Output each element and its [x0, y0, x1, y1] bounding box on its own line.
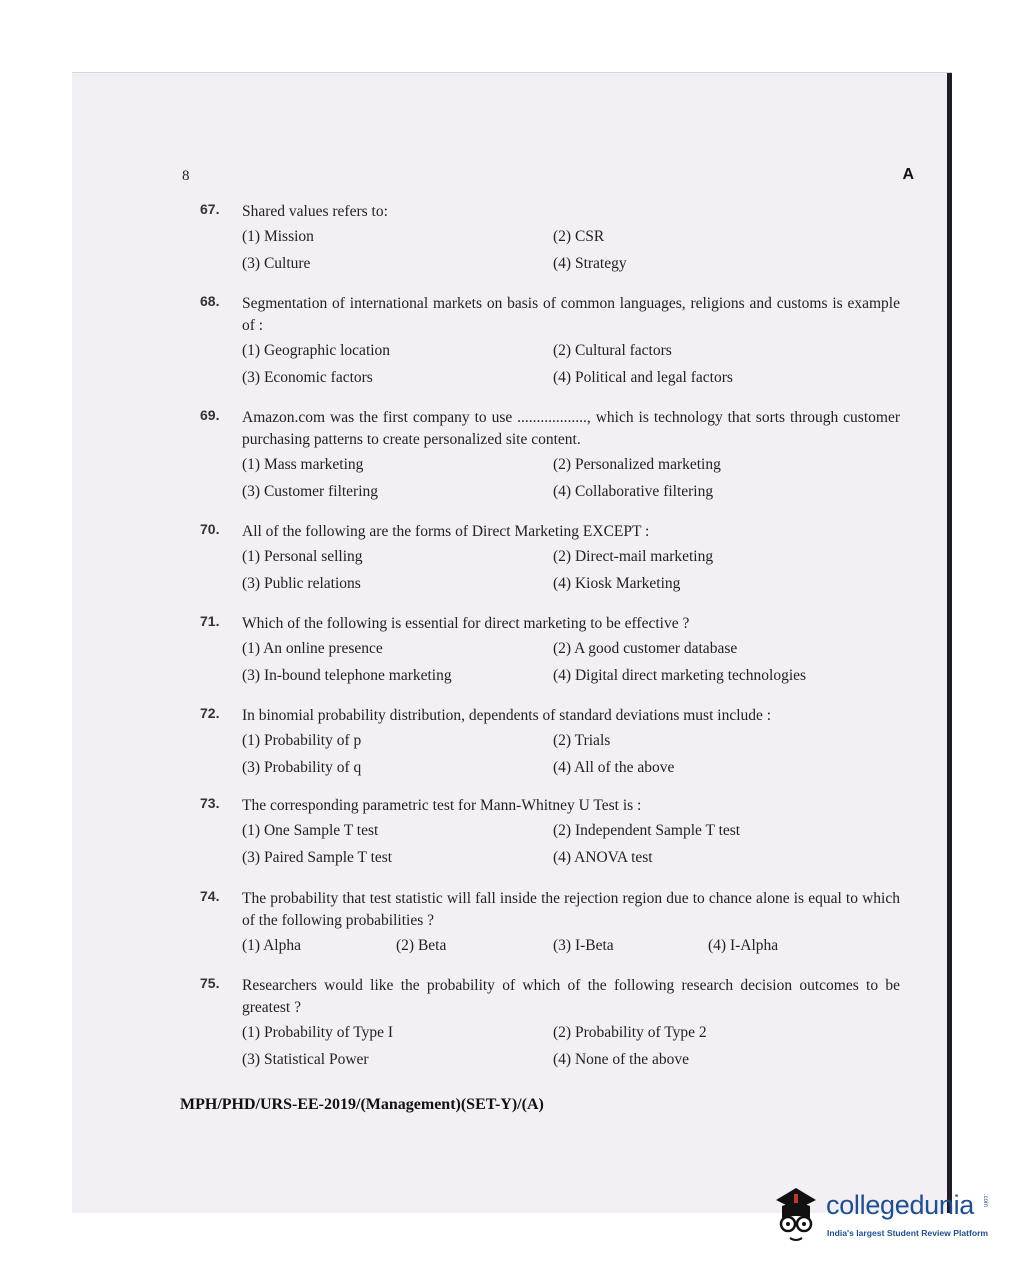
option-1: (1) Geographic location — [242, 342, 391, 359]
question-text: Shared values refers to: — [242, 203, 388, 220]
option-2: (2) Beta — [396, 937, 447, 954]
option-1: (1) Probability of Type I — [242, 1024, 394, 1041]
page-number: 8 — [182, 168, 190, 184]
options — [242, 455, 900, 509]
question-72 — [200, 705, 900, 785]
question-number: 69. — [200, 407, 220, 423]
question-71 — [200, 613, 900, 693]
option-2: (2) CSR — [553, 228, 605, 245]
question-number: 67. — [200, 201, 220, 217]
option-4: (4) Strategy — [553, 255, 627, 272]
question-73 — [200, 795, 900, 875]
option-2: (2) Direct-mail marketing — [553, 548, 714, 565]
option-4: (4) None of the above — [553, 1051, 690, 1068]
question-75 — [200, 975, 900, 1077]
question-text: Segmentation of international markets on basis of common languages, religions and customs is example of : — [242, 295, 900, 334]
option-1: (1) Probability of p — [242, 732, 362, 749]
option-3: (3) Statistical Power — [242, 1051, 369, 1068]
logo-suffix: .com — [982, 1194, 988, 1208]
question-text: The probability that test statistic will fall inside the rejection region due to chance alone is equal to which of the following probabilities ? — [242, 890, 900, 929]
options — [242, 547, 900, 601]
question-69 — [200, 407, 900, 509]
option-2: (2) Trials — [553, 732, 611, 749]
question-74 — [200, 888, 900, 960]
question-text: The corresponding parametric test for Mann-Whitney U Test is : — [242, 797, 642, 814]
option-4: (4) I-Alpha — [708, 937, 779, 954]
question-text: Which of the following is essential for direct marketing to be effective ? — [242, 615, 690, 632]
option-1: (1) Mission — [242, 228, 314, 245]
option-3: (3) Paired Sample T test — [242, 849, 393, 866]
option-4: (4) Collaborative filtering — [553, 483, 714, 500]
set-letter: A — [902, 166, 914, 183]
options — [242, 1023, 900, 1077]
option-3: (3) Culture — [242, 255, 311, 272]
option-2: (2) Probability of Type 2 — [553, 1024, 707, 1041]
option-1: (1) Mass marketing — [242, 456, 364, 473]
option-2: (2) Personalized marketing — [553, 456, 721, 473]
option-4: (4) Political and legal factors — [553, 369, 733, 386]
paper-code-footer: MPH/PHD/URS-EE-2019/(Management)(SET-Y)/(A) — [180, 1096, 544, 1113]
student-mascot-icon — [768, 1180, 824, 1250]
option-3: (3) Probability of q — [242, 759, 362, 776]
option-2: (2) A good customer database — [553, 640, 738, 657]
scan-edge — [947, 73, 952, 1213]
option-4: (4) Kiosk Marketing — [553, 575, 681, 592]
option-3: (3) Economic factors — [242, 369, 373, 386]
question-text: Researchers would like the probability of which of the following research decision outcomes to be greatest ? — [242, 977, 900, 1016]
question-70 — [200, 521, 900, 601]
options — [242, 227, 900, 281]
question-number: 73. — [200, 795, 220, 811]
options — [242, 936, 900, 960]
question-number: 72. — [200, 705, 220, 721]
option-3: (3) Customer filtering — [242, 483, 379, 500]
option-4: (4) ANOVA test — [553, 849, 653, 866]
option-3: (3) I-Beta — [553, 937, 614, 954]
option-4: (4) Digital direct marketing technologies — [553, 667, 807, 684]
question-number: 70. — [200, 521, 220, 537]
options — [242, 341, 900, 395]
options — [242, 821, 900, 875]
options — [242, 639, 900, 693]
option-4: (4) All of the above — [553, 759, 675, 776]
question-number: 74. — [200, 888, 220, 904]
options — [242, 731, 900, 785]
question-number: 68. — [200, 293, 220, 309]
option-1: (1) Alpha — [242, 937, 301, 954]
option-3: (3) Public relations — [242, 575, 361, 592]
question-number: 71. — [200, 613, 220, 629]
logo-tagline: India's largest Student Review Platform — [827, 1228, 989, 1238]
option-1: (1) An online presence — [242, 640, 383, 657]
collegedunia-logo — [768, 1180, 998, 1250]
question-text: All of the following are the forms of Direct Marketing EXCEPT : — [242, 523, 650, 540]
question-67 — [200, 201, 900, 281]
scanned-page — [72, 72, 952, 1213]
question-68 — [200, 293, 900, 395]
question-number: 75. — [200, 975, 220, 991]
option-2: (2) Independent Sample T test — [553, 822, 741, 839]
option-1: (1) Personal selling — [242, 548, 363, 565]
option-3: (3) In-bound telephone marketing — [242, 667, 452, 684]
option-2: (2) Cultural factors — [553, 342, 672, 359]
question-text: Amazon.com was the first company to use .................., which is technology that sorts through customer purchasing patterns to create personalized site content. — [242, 409, 900, 448]
option-1: (1) One Sample T test — [242, 822, 379, 839]
logo-wordmark: collegedunia — [826, 1190, 975, 1220]
question-text: In binomial probability distribution, dependents of standard deviations must include : — [242, 707, 772, 724]
